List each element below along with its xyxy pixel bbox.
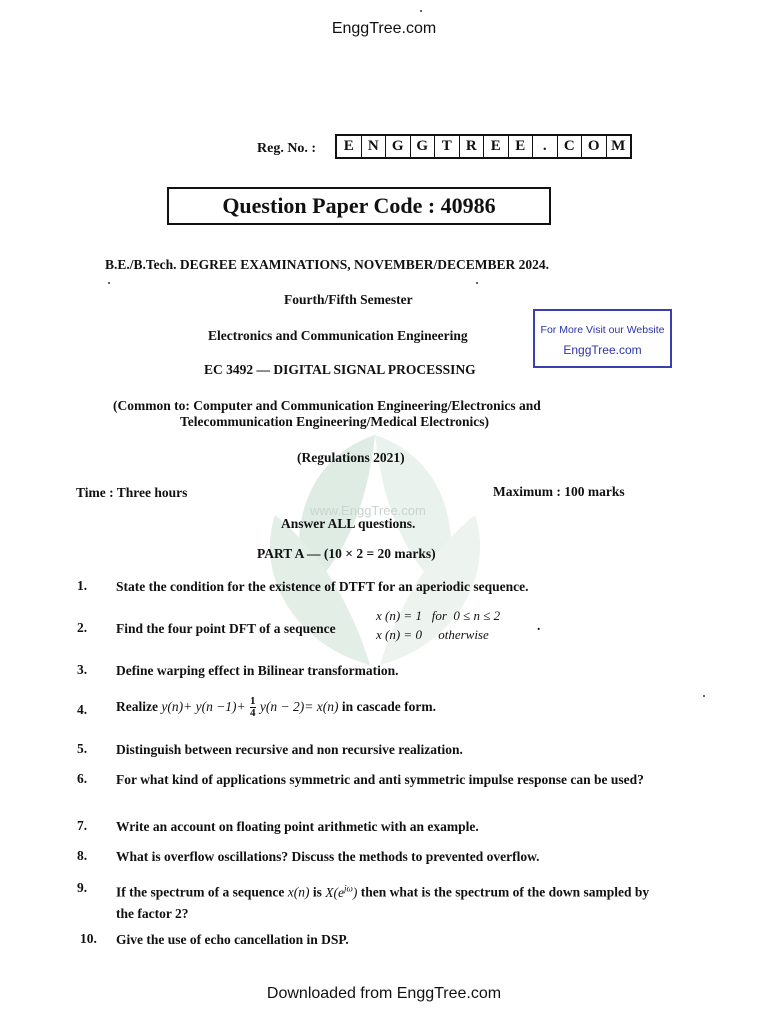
scan-speck <box>476 282 478 284</box>
answer-all-instruction: Answer ALL questions. <box>281 516 416 531</box>
question-number: 2. <box>77 620 88 635</box>
question-text: For what kind of applications symmetric and anti symmetric impulse response can be used? <box>116 772 644 787</box>
question-text: Define warping effect in Bilinear transformation. <box>116 663 399 678</box>
reg-no-char: N <box>362 136 387 157</box>
department: Electronics and Communication Engineering <box>208 328 468 343</box>
question-text-spectrum <box>116 878 656 924</box>
question-prefix: Realize <box>116 699 158 714</box>
part-a-heading: PART A — (10 × 2 = 20 marks) <box>257 546 436 561</box>
fraction-numerator: 1 <box>250 695 256 708</box>
reg-no-char: G <box>386 136 411 157</box>
question-number: 3. <box>77 662 88 677</box>
reg-no-char: . <box>533 136 558 157</box>
reg-no-char: R <box>460 136 485 157</box>
reg-no-char: C <box>558 136 583 157</box>
question-number: 1. <box>77 578 88 593</box>
question-end-period: . <box>537 618 541 633</box>
scan-speck <box>703 695 705 697</box>
site-header-text: EnggTree.com <box>331 20 437 37</box>
question-text: Write an account on floating point arithmetic with an example. <box>116 819 479 834</box>
question-number: 6. <box>77 771 88 786</box>
reg-no-char: E <box>337 136 362 157</box>
sequence-case-1: x (n) = 1 for 0 ≤ n ≤ 2 <box>376 608 501 623</box>
spectrum-symbol: $X(e^{j\omega})$ <box>325 883 358 900</box>
time-allowed: Time : Three hours <box>76 485 188 500</box>
question-part-1: If the spectrum of a sequence <box>116 884 285 900</box>
reg-no-char: G <box>411 136 436 157</box>
sequence-case-2: x (n) = 0 otherwise <box>376 627 489 642</box>
reg-no-char: O <box>582 136 607 157</box>
question-text: Find the four point DFT of a sequence <box>116 621 336 636</box>
question-suffix: in cascade form. <box>341 699 436 714</box>
question-text: Give the use of echo cancellation in DSP. <box>116 932 349 947</box>
common-to-line-1: (Common to: Computer and Communication Engineering/Electronics and <box>113 398 541 413</box>
site-footer-text: Downloaded from EnggTree.com <box>266 985 502 1002</box>
equation-left: y(n)+ y(n −1)+ <box>161 699 246 714</box>
common-to-line-2: Telecommunication Engineering/Medical Electronics) <box>180 414 489 429</box>
reg-no-char: M <box>611 138 626 154</box>
question-number: 5. <box>77 741 88 756</box>
question-number: 4. <box>77 702 88 717</box>
reg-no-char: E <box>484 136 509 157</box>
equation-right: y(n − 2)= x(n) <box>259 699 339 714</box>
reg-no-char: T <box>435 136 460 157</box>
scan-speck <box>420 10 422 12</box>
maximum-marks: Maximum : 100 marks <box>493 484 625 499</box>
question-number: 10. <box>80 931 97 946</box>
question-number: 8. <box>77 848 88 863</box>
question-paper-code: Question Paper Code : 40986 <box>167 187 551 225</box>
visit-website-link[interactable]: EnggTree.com <box>563 343 642 357</box>
question-text-equation <box>116 692 656 722</box>
question-number: 9. <box>77 880 88 895</box>
reg-no-label: Reg. No. : <box>257 141 317 156</box>
fraction <box>250 696 256 719</box>
question-text: Distinguish between recursive and non recursive realization. <box>116 742 463 757</box>
reg-no-boxes <box>335 134 632 159</box>
subject: EC 3492 — DIGITAL SIGNAL PROCESSING <box>204 362 476 377</box>
question-part-2: then what is the spectrum of the down sampled by the factor 2? <box>116 884 650 921</box>
reg-no-char: E <box>509 136 534 157</box>
visit-website-text: For More Visit our Website <box>540 324 665 336</box>
fraction-denominator: 4 <box>250 707 256 720</box>
question-text: State the condition for the existence of DTFT for an aperiodic sequence. <box>116 579 529 594</box>
question-is: is <box>312 884 322 900</box>
regulations: (Regulations 2021) <box>297 450 405 465</box>
dft-sequence-cases <box>376 606 500 644</box>
question-number: 7. <box>77 818 88 833</box>
scan-speck <box>108 282 110 284</box>
visit-website-box[interactable] <box>533 309 672 368</box>
exam-title: B.E./B.Tech. DEGREE EXAMINATIONS, NOVEMBER/DECEMBER 2024. <box>105 257 550 272</box>
sequence-symbol: x(n) <box>287 884 310 900</box>
watermark-text: www.EnggTree.com <box>310 503 426 518</box>
question-text: What is overflow oscillations? Discuss the methods to prevented overflow. <box>116 849 540 864</box>
semester: Fourth/Fifth Semester <box>284 292 413 307</box>
